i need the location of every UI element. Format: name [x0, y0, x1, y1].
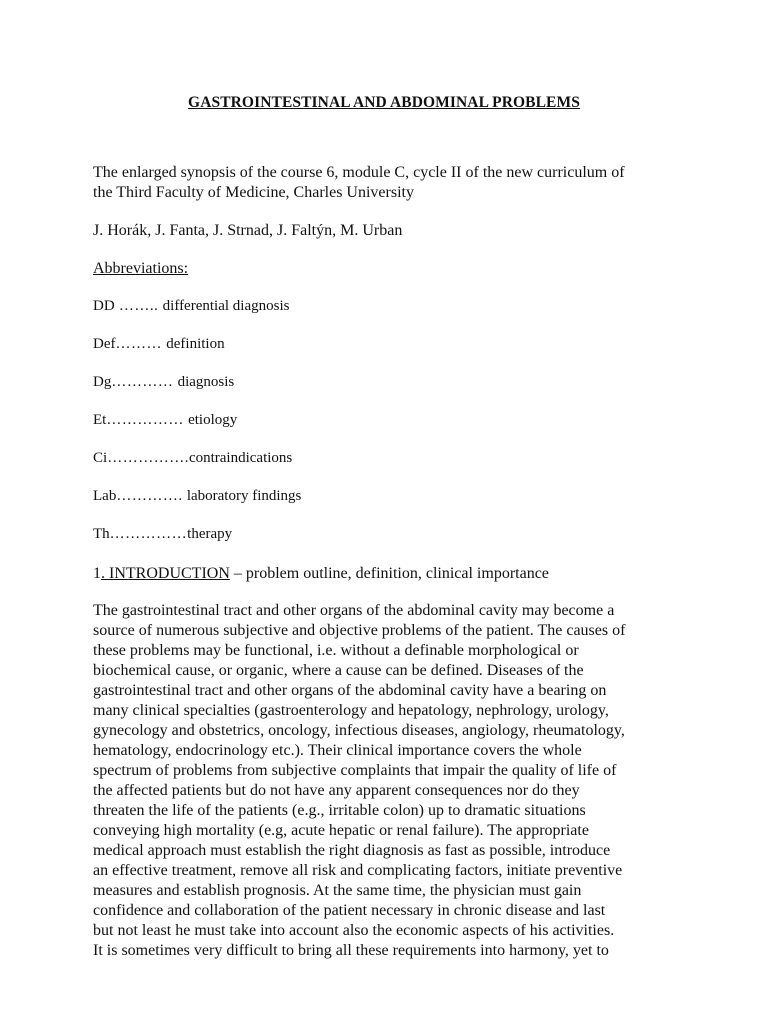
paragraph-line: measures and establish prognosis. At the same time, the physician must gain [93, 882, 582, 899]
paragraph-line: It is sometimes very difficult to bring all these requirements into harmony, yet to [93, 942, 609, 959]
abbreviation-dots: …….. [114, 298, 163, 314]
abbreviation-term: Ci [93, 450, 108, 466]
abbreviation-meaning: contraindications [188, 450, 293, 466]
paragraph-line: medical approach must establish the right diagnosis as fast as possible, introduce [93, 842, 611, 859]
paragraph-line: the affected patients but do not have any apparent consequences nor do they [93, 782, 580, 799]
paragraph-line: spectrum of problems from subjective complaints that impair the quality of life of [93, 762, 617, 779]
abbreviation-dots: …………… [106, 412, 189, 428]
paragraph-line: but not least he must take into account also the economic aspects of his activities. [93, 922, 615, 939]
paragraph-line: confidence and collaboration of the patient necessary in chronic disease and last [93, 902, 606, 919]
abbreviation-dd [93, 298, 289, 315]
abbreviation-dots: …………… [109, 526, 188, 542]
abbreviation-meaning: diagnosis [177, 374, 235, 390]
paragraph-line: gynecology and obstetrics, oncology, infectious diseases, angiology, rheumatology, [93, 722, 625, 739]
introduction-paragraph [93, 601, 693, 961]
abbreviation-term: Et [93, 412, 107, 428]
abbreviation-dots: ……………. [107, 450, 189, 466]
abbreviation-meaning: etiology [188, 412, 238, 428]
abbreviation-def [93, 336, 225, 353]
abbreviation-dg [93, 374, 234, 391]
abbreviation-term: Lab [93, 488, 117, 504]
section-title: . INTRODUCTION [101, 565, 230, 582]
section-heading [93, 565, 549, 583]
abbreviation-meaning: differential diagnosis [162, 298, 290, 314]
abbreviation-ci [93, 450, 292, 467]
synopsis-line-2: the Third Faculty of Medicine, Charles University [93, 184, 414, 201]
paragraph-line: conveying high mortality (e.g, acute hepatic or renal failure). The appropriate [93, 822, 589, 839]
abbreviation-term: Th [93, 526, 110, 542]
abbreviation-term: Def [93, 336, 116, 352]
abbreviation-term: Dg [93, 374, 112, 390]
paragraph-line: threaten the life of the patients (e.g., irritable colon) up to dramatic situations [93, 802, 586, 819]
paragraph-line: The gastrointestinal tract and other organs of the abdominal cavity may become a [93, 602, 615, 619]
paragraph-line: gastrointestinal tract and other organs of the abdominal cavity have a bearing on [93, 682, 607, 699]
paragraph-line: these problems may be functional, i.e. without a definable morphological or [93, 642, 579, 659]
section-subtitle: – problem outline, definition, clinical importance [229, 565, 549, 582]
paragraph-line: an effective treatment, remove all risk and complicating factors, initiate preventive [93, 862, 623, 879]
abbreviation-dots: …………. [116, 488, 187, 504]
abbreviation-et [93, 412, 237, 429]
abbreviation-meaning: therapy [187, 526, 233, 542]
paragraph-line: hematology, endocrinology etc.). Their clinical importance covers the whole [93, 742, 582, 759]
abbreviation-meaning: definition [166, 336, 225, 352]
abbreviation-dots: ………… [111, 374, 178, 390]
abbreviation-th [93, 526, 232, 543]
document-title: GASTROINTESTINAL AND ABDOMINAL PROBLEMS [188, 94, 580, 111]
paragraph-line: source of numerous subjective and objective problems of the patient. The causes of [93, 622, 626, 639]
abbreviation-term: DD [93, 298, 115, 314]
paragraph-line: biochemical cause, or organic, where a cause can be defined. Diseases of the [93, 662, 584, 679]
abbreviation-lab [93, 488, 301, 505]
abbreviation-dots: ……… [115, 336, 167, 352]
paragraph-line: many clinical specialties (gastroenterology and hepatology, nephrology, urology, [93, 702, 609, 719]
authors: J. Horák, J. Fanta, J. Strnad, J. Faltýn, M. Urban [93, 222, 403, 239]
abbreviations-heading: Abbreviations: [93, 260, 189, 277]
section-number: 1 [93, 565, 101, 582]
abbreviation-meaning: laboratory findings [186, 488, 302, 504]
synopsis-line-1: The enlarged synopsis of the course 6, module C, cycle II of the new curriculum of [93, 164, 625, 181]
